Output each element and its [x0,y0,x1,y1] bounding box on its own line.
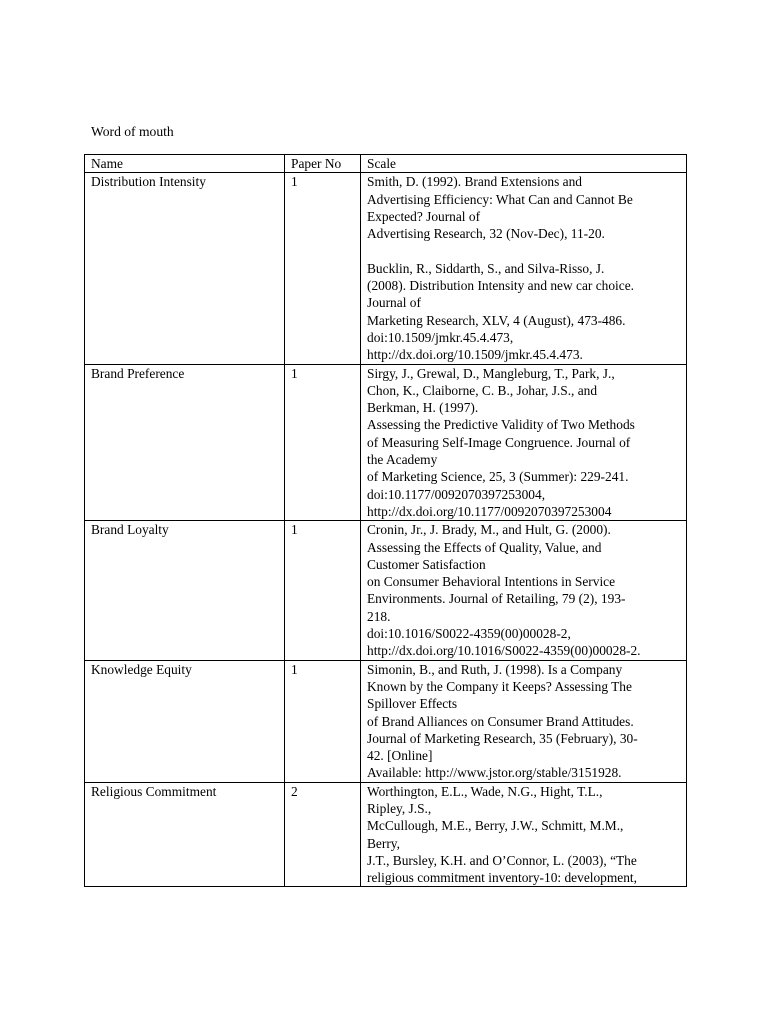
scale-line: Chon, K., Claiborne, C. B., Johar, J.S., and [367,382,598,398]
scale-line: Simonin, B., and Ruth, J. (1998). Is a Company [367,661,623,677]
scale-line: doi:10.1016/S0022-4359(00)00028-2, [367,626,571,642]
row-scale [361,521,687,660]
scale-line: Journal of [367,295,421,311]
scale-line: Assessing the Effects of Quality, Value, and [367,539,602,555]
scale-line: Bucklin, R., Siddarth, S., and Silva-Risso, J. [367,260,605,276]
scale-line: http://dx.doi.org/10.1177/0092070397253004 [367,503,612,519]
row-name: Brand Loyalty [85,521,285,660]
header-paper-no: Paper No [285,155,361,173]
scale-line: McCullough, M.E., Berry, J.W., Schmitt, M.M., [367,818,624,834]
table-row [85,364,687,521]
table-row [85,660,687,782]
scale-line: Ripley, J.S., [367,800,432,816]
row-paper-no: 1 [285,364,361,521]
scale-blank-line [367,242,680,259]
table-row [85,521,687,660]
scale-line: (2008). Distribution Intensity and new car choice. [367,278,634,294]
table-row [85,173,687,364]
scale-line: religious commitment inventory-10: development, [367,870,637,886]
scale-line: doi:10.1177/0092070397253004, [367,486,546,502]
row-scale [361,782,687,887]
scale-line: Journal of Marketing Research, 35 (February), 30- [367,730,638,746]
scale-line: Worthington, E.L., Wade, N.G., Hight, T.L., [367,783,603,799]
scale-line: Customer Satisfaction [367,556,486,572]
scale-line: Available: http://www.jstor.org/stable/3151928. [367,765,622,781]
row-paper-no: 1 [285,660,361,782]
header-name: Name [85,155,285,173]
scale-line: of Brand Alliances on Consumer Brand Attitudes. [367,713,634,729]
scale-line: Sirgy, J., Grewal, D., Mangleburg, T., Park, J., [367,365,615,381]
scale-line: doi:10.1509/jmkr.45.4.473, [367,329,514,345]
scale-line: Known by the Company it Keeps? Assessing The [367,678,632,694]
scales-table [84,154,687,887]
table-header-row [85,155,687,173]
scale-line: http://dx.doi.org/10.1509/jmkr.45.4.473. [367,347,583,363]
row-paper-no: 1 [285,173,361,364]
scale-line: http://dx.doi.org/10.1016/S0022-4359(00)00028-2. [367,643,641,659]
row-scale [361,364,687,521]
scale-line: Berry, [367,835,400,851]
scale-line: Berkman, H. (1997). [367,400,479,416]
scale-line: J.T., Bursley, K.H. and O’Connor, L. (2003), “The [367,852,637,868]
scale-line: Marketing Research, XLV, 4 (August), 473-486. [367,312,626,328]
row-scale [361,173,687,364]
scale-line: on Consumer Behavioral Intentions in Service [367,574,616,590]
scale-line: 218. [367,608,391,624]
row-paper-no: 2 [285,782,361,887]
scale-line: the Academy [367,452,438,468]
scale-line: of Measuring Self-Image Congruence. Journal of [367,434,631,450]
scale-line: Advertising Research, 32 (Nov-Dec), 11-20. [367,226,605,242]
scale-line: Expected? Journal of [367,208,481,224]
row-paper-no: 1 [285,521,361,660]
scale-line: Advertising Efficiency: What Can and Cannot Be [367,191,633,207]
scale-line: Smith, D. (1992). Brand Extensions and [367,174,582,190]
document-heading: Word of mouth [91,124,174,139]
table-row [85,782,687,887]
scale-line: of Marketing Science, 25, 3 (Summer): 229-241. [367,469,629,485]
row-name: Distribution Intensity [85,173,285,364]
row-name: Knowledge Equity [85,660,285,782]
scale-line: Cronin, Jr., J. Brady, M., and Hult, G. (2000). [367,522,611,538]
header-scale: Scale [361,155,687,173]
scale-line: Assessing the Predictive Validity of Two Methods [367,417,635,433]
row-name: Brand Preference [85,364,285,521]
scale-line: 42. [Online] [367,748,433,764]
row-scale [361,660,687,782]
scale-line: Environments. Journal of Retailing, 79 (2), 193- [367,591,626,607]
scale-line: Spillover Effects [367,696,458,712]
row-name: Religious Commitment [85,782,285,887]
